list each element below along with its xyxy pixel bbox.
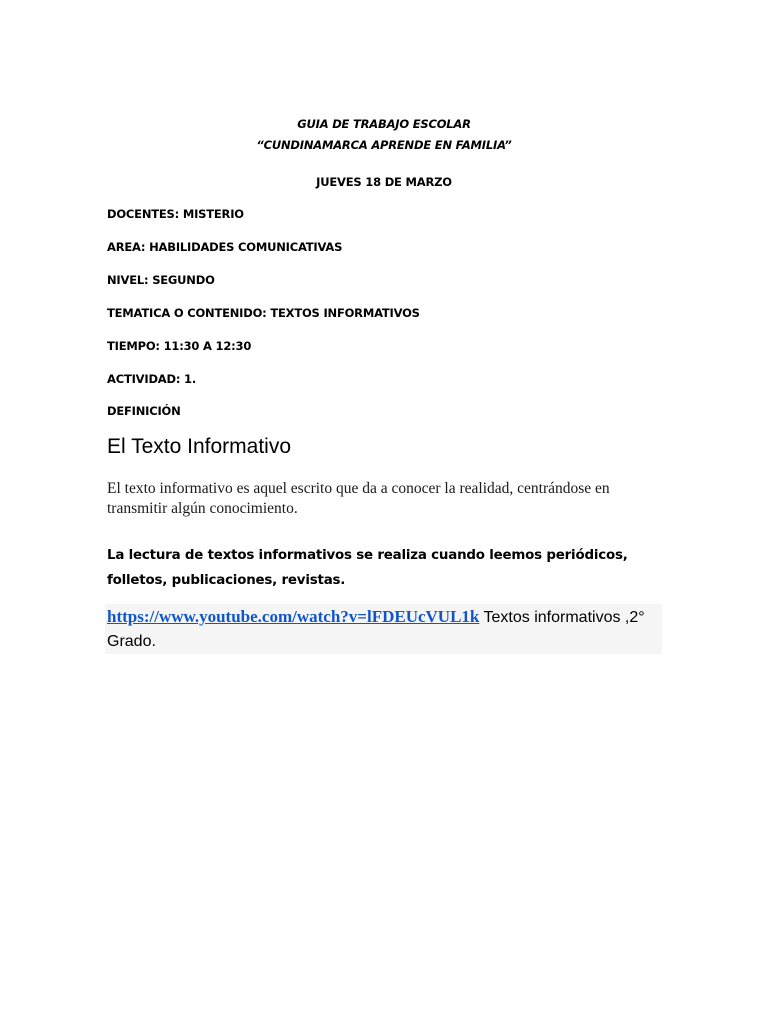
section-heading: El Texto Informativo — [107, 435, 292, 458]
field-tematica: TEMATICA O CONTENIDO: TEXTOS INFORMATIVOS — [107, 306, 420, 320]
field-tiempo: TIEMPO: 11:30 A 12:30 — [107, 339, 252, 353]
field-nivel: NIVEL: SEGUNDO — [107, 273, 215, 287]
field-definicion: DEFINICIÓN — [107, 404, 181, 418]
field-docentes: DOCENTES: MISTERIO — [107, 207, 244, 221]
youtube-link[interactable]: https://www.youtube.com/watch?v=lFDEUcVUL1k — [107, 607, 480, 626]
field-actividad: ACTIVIDAD: 1. — [107, 372, 197, 386]
field-area: AREA: HABILIDADES COMUNICATIVAS — [107, 240, 343, 254]
document-subtitle: “CUNDINAMARCA APRENDE EN FAMILIA” — [256, 138, 512, 152]
document-date: JUEVES 18 DE MARZO — [316, 175, 452, 189]
document-title: GUIA DE TRABAJO ESCOLAR — [297, 117, 471, 131]
reading-paragraph: La lectura de textos informativos se realiza cuando leemos periódicos, folletos, publicaciones, revistas. — [107, 548, 628, 588]
definition-paragraph: El texto informativo es aquel escrito que da a conocer la realidad, centrándose en transmitir algún conocimiento. — [107, 480, 610, 517]
video-caption: Textos informativos ,2° Grado. — [107, 609, 645, 650]
video-reference — [107, 605, 662, 654]
